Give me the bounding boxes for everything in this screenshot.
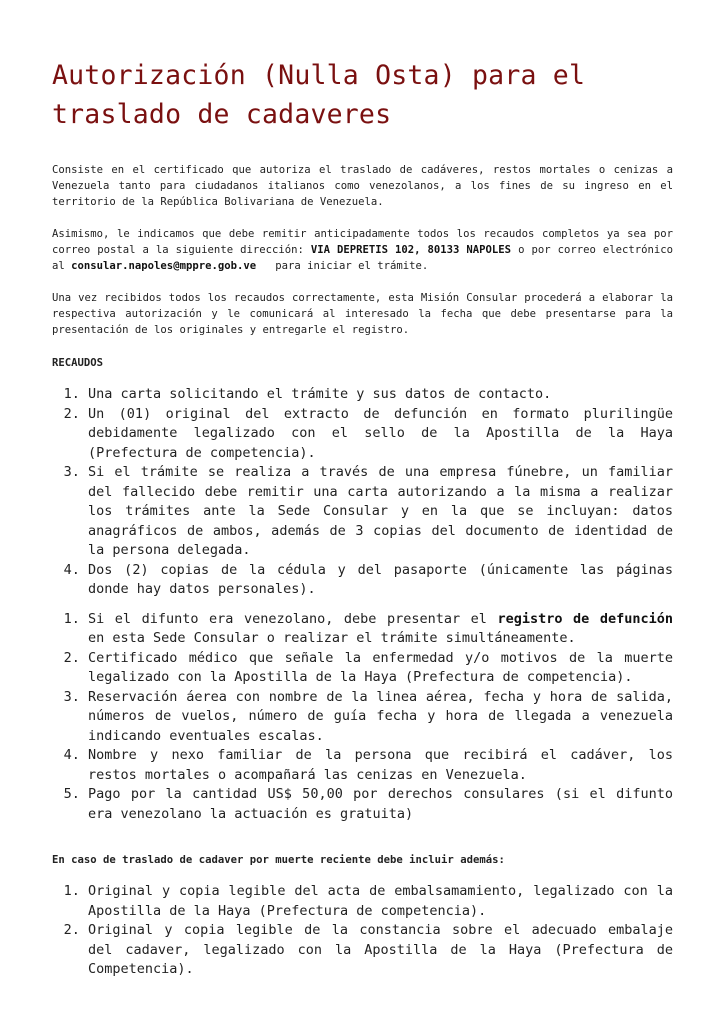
recent-death-heading: En caso de traslado de cadaver por muerte reciente debe incluir además: bbox=[52, 854, 505, 866]
death-registry-emphasis: registro de defunción bbox=[497, 610, 673, 627]
list-item: 4. Dos (2) copias de la cédula y del pasaporte (únicamente las páginas donde hay datos personales). bbox=[88, 561, 673, 600]
submission-text-start: Asimismo, le indicamos que debe remitir anticipadamente todos los recaudos completos ya sea por correo postal a la siguiente dirección: bbox=[52, 228, 673, 256]
list-item: 2. Un (01) original del extracto de defunción en formato plurilingüe debidamente legalizado con el sello de la Apostilla de la Haya (Prefectura de competencia). bbox=[88, 405, 673, 464]
list-item: 1. Original y copia legible del acta de embalsamamiento, legalizado con la Apostilla de la Haya (Prefectura de competencia). bbox=[88, 882, 673, 921]
list-item: 3. Reservación áerea con nombre de la linea aérea, fecha y hora de salida, números de vuelos, número de guía fecha y hora de llegada a venezuela indicando eventuales escalas. bbox=[88, 688, 673, 747]
list-item: 1. Una carta solicitando el trámite y sus datos de contacto. bbox=[88, 385, 673, 405]
submission-text-middle: o por correo electrónico al bbox=[52, 244, 674, 272]
email-address: consular.napoles@mppre.gob.ve bbox=[71, 260, 257, 272]
list-item: 4. Nombre y nexo familiar de la persona que recibirá el cadáver, los restos mortales o acompañará las cenizas en Venezuela. bbox=[88, 746, 673, 785]
list-item-text-start: Si el difunto era venezolano, debe presentar el bbox=[88, 610, 498, 627]
requirements-list bbox=[52, 385, 673, 600]
list-item: 2. Certificado médico que señale la enfermedad y/o motivos de la muerte legalizado con la Apostilla de la Haya (Prefectura de competencia). bbox=[88, 649, 673, 688]
list-item-text-end: en esta Sede Consular o realizar el trámite simultáneamente. bbox=[88, 630, 576, 646]
submission-text-end: para iniciar el trámite. bbox=[256, 260, 429, 272]
recent-death-requirements-list bbox=[52, 882, 673, 980]
recaudos-heading: RECAUDOS bbox=[52, 357, 104, 369]
list-item: 2. Original y copia legible de la constancia sobre el adecuado embalaje del cadaver, legalizado con la Apostilla de la Haya (Prefectura de Competencia). bbox=[88, 921, 673, 980]
list-item bbox=[88, 610, 673, 649]
list-item: 3. Si el trámite se realiza a través de una empresa fúnebre, un familiar del fallecido debe remitir una carta autorizando a la misma a realizar los trámites ante la Sede Consular y en la que se incluyan: datos anagráficos de ambos, además de 3 copias del documento de identidad de la persona delegada. bbox=[88, 463, 673, 561]
postal-address: VIA DEPRETIS 102, 80133 NAPOLES bbox=[310, 244, 512, 256]
page-title: Autorización (Nulla Osta) para el traslado de cadaveres bbox=[52, 60, 586, 130]
submission-paragraph bbox=[52, 226, 673, 274]
process-paragraph: Una vez recibidos todos los recaudos correctamente, esta Misión Consular procederá a elaborar la respectiva autorización y le comunicará al interesado la fecha que debe presentarse para la presentación de los originales y entregarle el registro. bbox=[52, 292, 673, 336]
additional-requirements-list bbox=[52, 610, 673, 825]
document-page bbox=[52, 56, 673, 980]
intro-paragraph: Consiste en el certificado que autoriza el traslado de cadáveres, restos mortales o cenizas a Venezuela tanto para ciudadanos italianos como venezolanos, a los fines de su ingreso en el territorio de la República Bolivariana de Venezuela. bbox=[52, 164, 673, 208]
list-item: 5. Pago por la cantidad US$ 50,00 por derechos consulares (si el difunto era venezolano la actuación es gratuita) bbox=[88, 785, 673, 824]
